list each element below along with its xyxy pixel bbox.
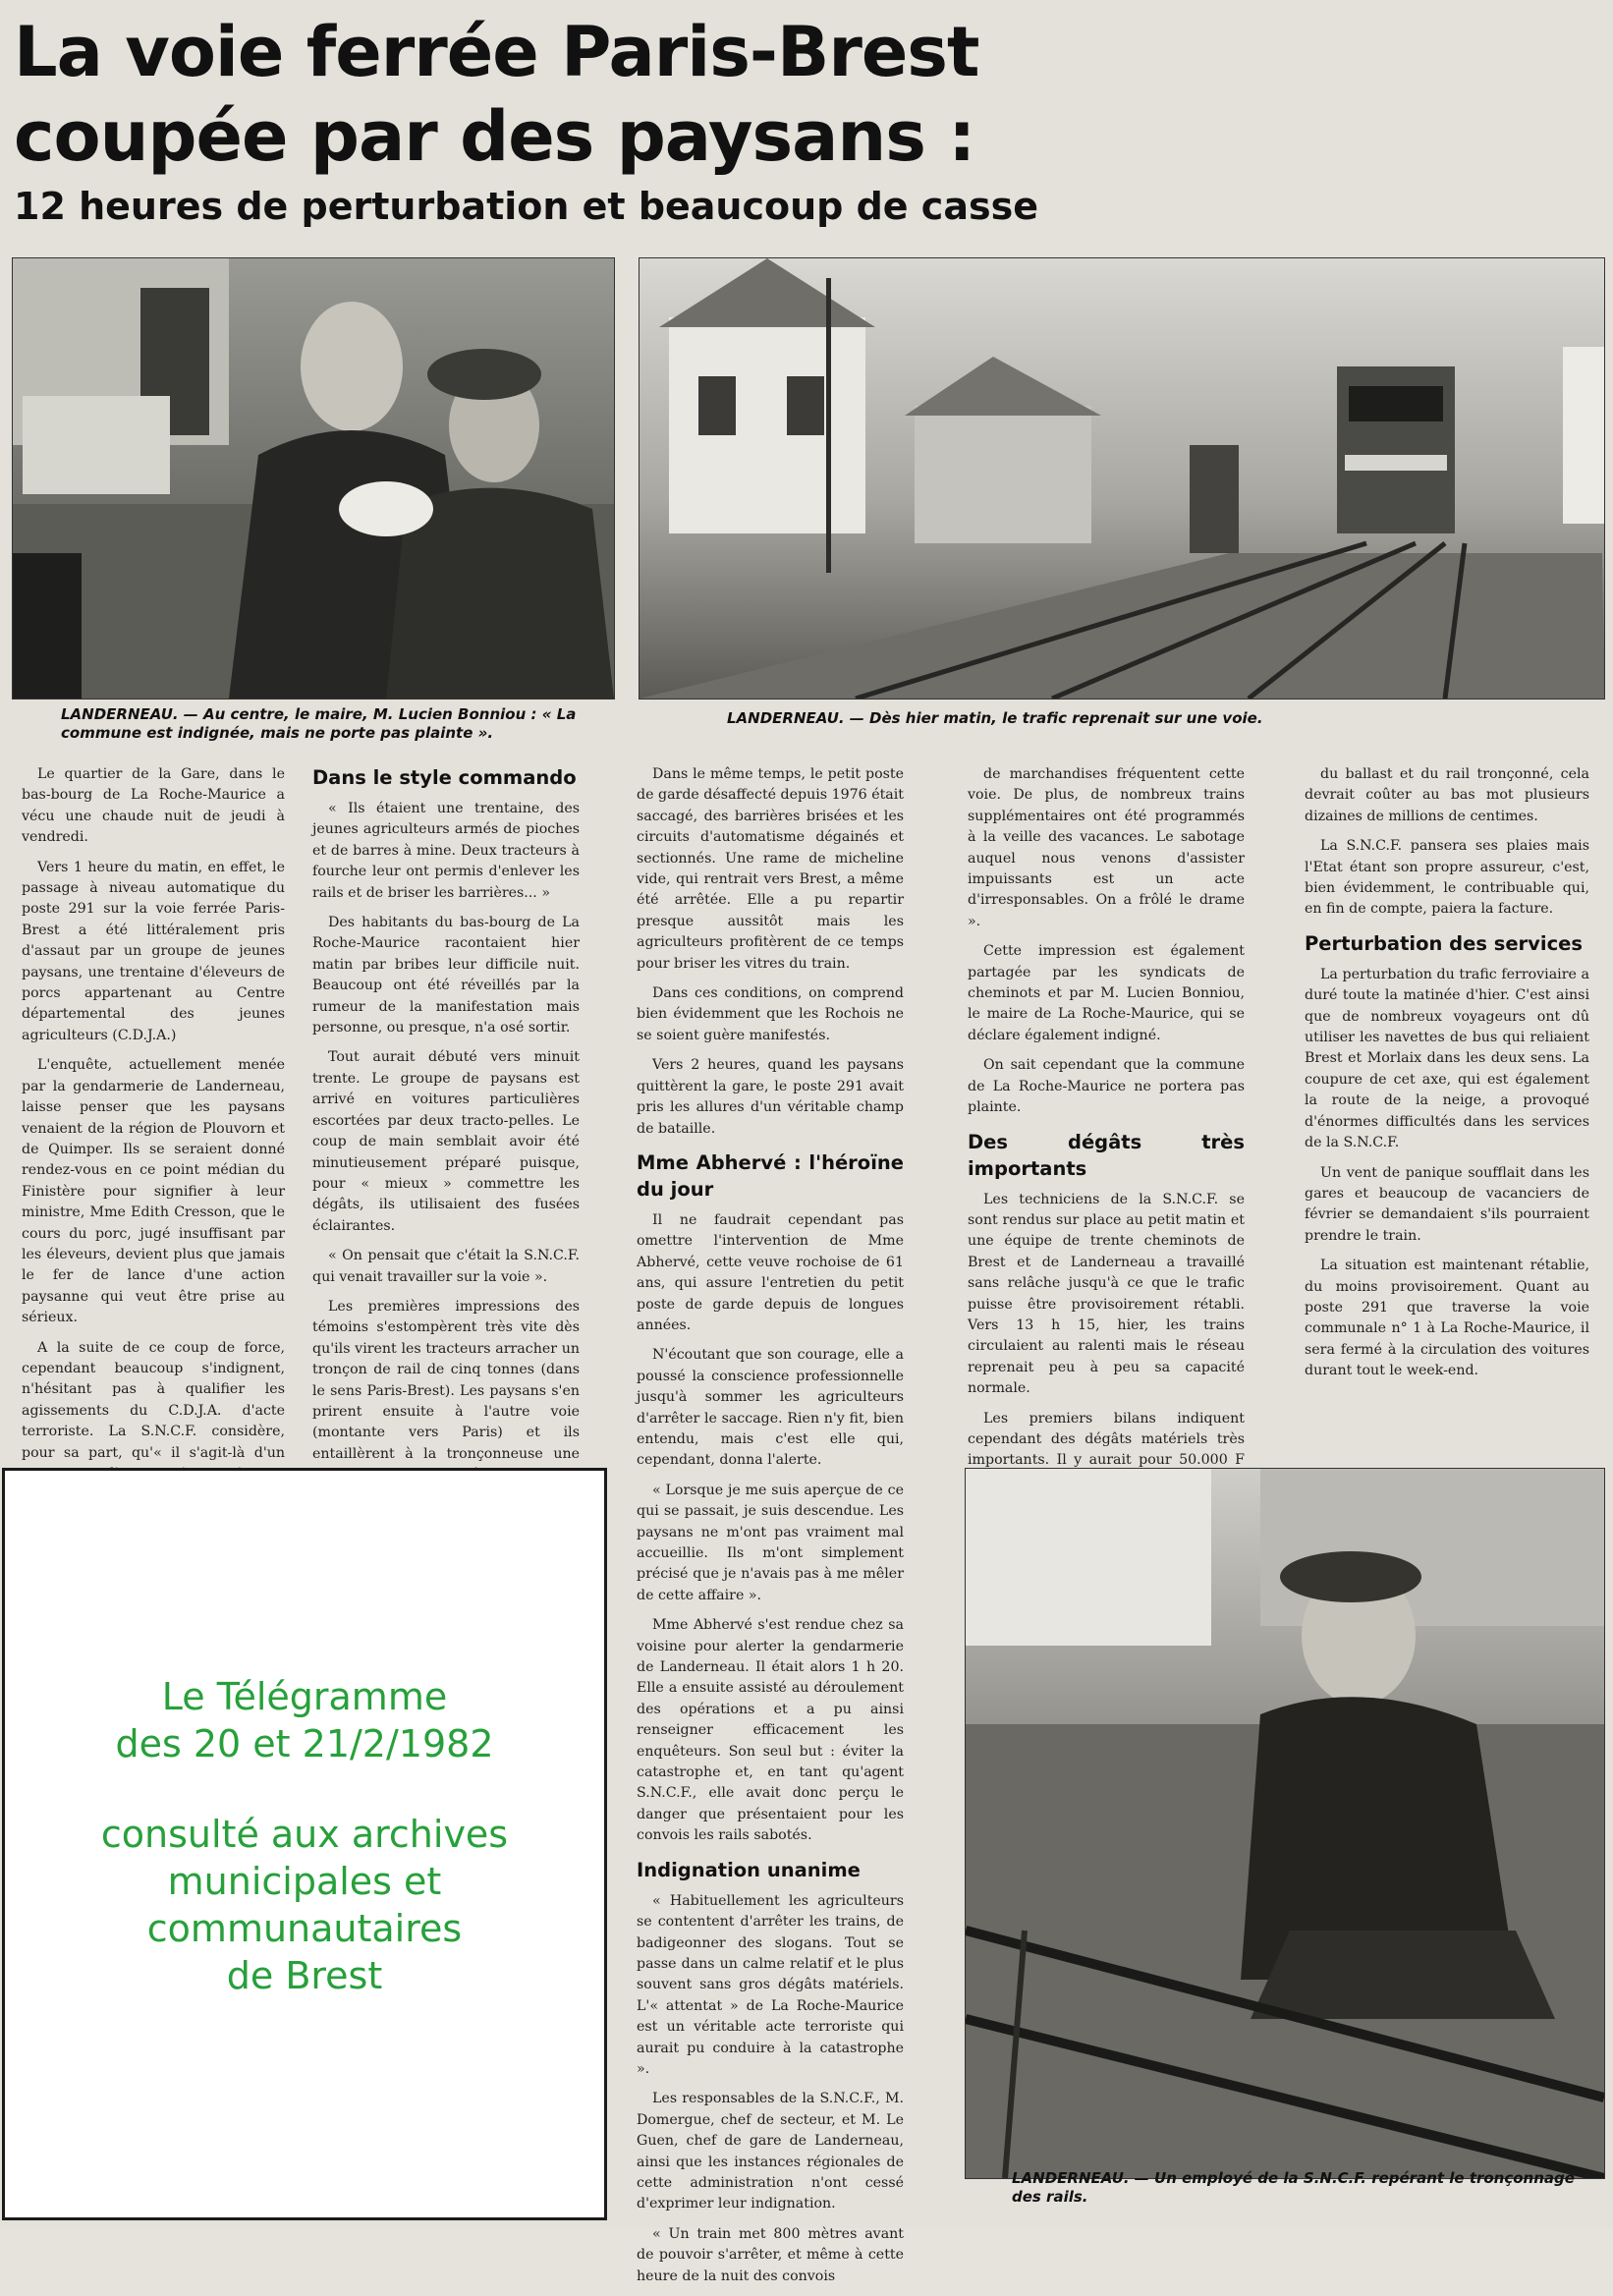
headline-subtitle: 12 heures de perturbation et beaucoup de casse [14, 185, 1038, 228]
caption-photo-worker: LANDERNEAU. — Un employé de la S.N.C.F. repérant le tronçonnage des rails. [1012, 2169, 1575, 2206]
article-column-1 [22, 764, 285, 1515]
photo-mayor [12, 257, 615, 700]
paragraph: « Ils étaient une trentaine, des jeunes agriculteurs armés de pioches et de barres à mine. Deux tracteurs à fourche leur ont permis d'enlever les rails et de briser les barrières... » [312, 801, 580, 901]
paragraph: Dans ces conditions, on comprend bien évidemment que les Rochois ne se soient guère manifestés. [637, 985, 904, 1043]
paragraph: N'écoutant que son courage, elle a poussé la conscience professionnelle jusqu'à sommer les agriculteurs d'arrêter le saccage. Rien n'y fit, bien entendu, mais c'est elle qui, cependant, donna l'alerte. [637, 1347, 904, 1469]
archive-stamp [2, 1468, 607, 2220]
paragraph: Les responsables de la S.N.C.F., M. Domergue, chef de secteur, et M. Le Guen, chef de gare de Landerneau, ainsi que les instances régionales de cette administration n'ont cessé d'exprimer leur indignation. [637, 2091, 904, 2212]
paragraph: Les premiers bilans indiquent cependant des dégâts matériels très importants. Il y aurait pour 50.000 F [968, 1410, 1245, 1469]
paragraph: Dans le même temps, le petit poste de garde désaffecté depuis 1976 était saccagé, des barrières brisées et les circuits d'automatisme dégainés et sectionnés. Une rame de micheline vide, qui rentrait vers Brest, a même été arrêtée. Elle a pu repartir presque aussitôt mais les agriculteurs profitèrent de ce temps pour briser les vitres du train. [637, 766, 904, 972]
article-column-2 [312, 764, 580, 1516]
section-heading: Des dégâts très importants [968, 1130, 1245, 1180]
stamp-line-3: consulté aux archives [100, 1813, 509, 1856]
article-column-4 [968, 764, 1245, 1523]
section-heading: Perturbation des services [1305, 931, 1583, 955]
paragraph: Vers 1 heure du matin, en effet, le passage à niveau automatique du poste 291 sur la voie ferrée Paris-Brest a été littéralement pris d'assaut par un groupe de jeunes paysans, une trentaine d'éleveurs de porcs appartenant au Centre départemental des jeunes agriculteurs (C.D.J.A.) [22, 859, 285, 1043]
paragraph: du ballast et du rail tronçonné, cela devrait coûter au bas mot plusieurs dizaines de millions de centimes. [1305, 766, 1589, 824]
paragraph: de marchandises fréquentent cette voie. De plus, de nombreux trains supplémentaires ont été programmés à la veille des vacances. Le sabotage auquel nous venons d'assister impuissants est un acte d'irresponsables. On a frôlé le drame ». [968, 766, 1245, 929]
paragraph: La S.N.C.F. pansera ses plaies mais l'Etat étant son propre assureur, c'est, bien évidemment, le contribuable qui, en fin de compte, paiera la facture. [1305, 838, 1589, 918]
paragraph: « Un train met 800 mètres avant de pouvoir s'arrêter, et même à cette heure de la nuit des convois [637, 2225, 904, 2284]
section-heading: Mme Abhervé : l'héroïne du jour [637, 1150, 904, 1201]
article-column-3 [637, 764, 904, 2296]
paragraph: Cette impression est également partagée par les syndicats de cheminots et par M. Lucien Bonniou, le maire de La Roche-Maurice, qui se déclare également indigné. [968, 943, 1245, 1043]
paragraph: L'enquête, actuellement menée par la gendarmerie de Landerneau, laisse penser que les paysans venaient de la région de Plouvorn et de Quimper. Ils se seraient donné rendez-vous en ce point médian du Finistère pour signifier à leur ministre, Mme Edith Cresson, que le cours du porc, jugé insuffisant par les éleveurs, devient plus que jamais le fer de lance d'une action paysanne qui veut être prise au sérieux. [22, 1057, 285, 1326]
stamp-line-4: municipales et [167, 1860, 442, 1903]
paragraph: Les techniciens de la S.N.C.F. se sont rendus sur place au petit matin et une équipe de trente cheminots de Brest et de Landerneau a travaillé sans relâche jusqu'à ce que le trafic puisse être provisoirement rétabli. Vers 13 h 15, hier, les trains circulaient au ralenti mais le réseau reprenait peu à peu sa capacité normale. [968, 1191, 1245, 1397]
stamp-line-6: de Brest [226, 1954, 383, 1997]
stamp-line-2: des 20 et 21/2/1982 [115, 1722, 494, 1765]
paragraph: La perturbation du trafic ferroviaire a duré toute la matinée d'hier. C'est ainsi que de nombreux voyageurs ont dû utiliser les navettes de bus qui reliaient Brest et Morlaix dans les deux sens. La coupure de cet axe, qui est également la route de la neige, a provoqué d'énormes difficultés dans les services de la S.N.C.F. [1305, 966, 1589, 1151]
paragraph: Le quartier de la Gare, dans le bas-bourg de La Roche-Maurice a vécu une chaude nuit de jeudi à vendredi. [22, 766, 285, 846]
stamp-line-1: Le Télégramme [161, 1675, 448, 1718]
stamp-line-5: communautaires [146, 1907, 463, 1950]
photo-train [639, 257, 1605, 700]
paragraph: La situation est maintenant rétablie, du moins provisoirement. Quant au poste 291 que traverse la voie communale n° 1 à La Roche-Maurice, il sera fermé à la circulation des voitures durant tout le week-end. [1305, 1258, 1589, 1379]
section-heading: Indignation unanime [637, 1858, 861, 1881]
caption-photo-mayor: LANDERNEAU. — Au centre, le maire, M. Lucien Bonniou : « La commune est indignée, mais ne porte pas plainte ». [61, 705, 577, 742]
paragraph: Mme Abhervé s'est rendue chez sa voisine pour alerter la gendarmerie de Landerneau. Il était alors 1 h 20. Elle a ensuite assisté au déroulement des opérations et a pu ainsi renseigner efficacement les enquêteurs. Son seul but : éviter la catastrophe et, en tant qu'agent S.N.C.F., elle avait donc perçu le danger que présentaient pour les convois les rails sabotés. [637, 1617, 904, 1844]
caption-photo-train: LANDERNEAU. — Dès hier matin, le trafic reprenait sur une voie. [727, 709, 1263, 727]
paragraph: Les premières impressions des témoins s'estompèrent très vite dès qu'ils virent les tracteurs arracher un tronçon de rail de cinq tonnes (dans le sens Paris-Brest). Les paysans s'en prirent ensuite à l'autre voie (montante vers Paris) et ils entaillèrent à la tronçonneuse une [312, 1298, 580, 1462]
paragraph: Vers 2 heures, quand les paysans quittèrent la gare, le poste 291 avait pris les allures d'un véritable champ de bataille. [637, 1057, 904, 1137]
paragraph: A la suite de ce coup de force, cependant beaucoup s'indignent, n'hésitant pas à qualifier les agissements du C.D.J.A. d'acte terroriste. La S.N.C.F. considère, pour sa part, qu'« il s'agit-là d'un [22, 1339, 285, 1461]
headline-line-1: La voie ferrée Paris-Brest [14, 12, 979, 92]
paragraph: « On pensait que c'était la S.N.C.F. qui venait travailler sur la voie ». [312, 1248, 580, 1285]
paragraph: Un vent de panique soufflait dans les gares et beaucoup de vacanciers de février se demandaient s'ils pourraient prendre le train. [1305, 1164, 1589, 1244]
headline-line-2: coupée par des paysans : [14, 96, 975, 177]
paragraph: « Habituellement les agriculteurs se contentent d'arrêter les trains, de badigeonner des slogans. Tout se passe dans un calme relatif et le plus souvent sans gros dégâts matériels. L'« attentat » de La Roche-Maurice est un véritable acte terroriste qui aurait pu conduire à la catastrophe ». [637, 1892, 904, 2077]
paragraph: « Lorsque je me suis aperçue de ce qui se passait, je suis descendue. Les paysans ne m'ont pas vraiment mal accueillie. Ils m'ont simplement précisé que je n'avais pas à me mêler de cette affaire ». [637, 1482, 904, 1603]
section-heading: Dans le style commando [312, 766, 577, 789]
paragraph: Il ne faudrait cependant pas omettre l'intervention de Mme Abhervé, cette veuve rochoise de 61 ans, qui assure l'entretien du petit poste de garde depuis de longues années. [637, 1211, 904, 1333]
paragraph: Tout aurait débuté vers minuit trente. Le groupe de paysans est arrivé en voitures particulières escortées par deux tracto-pelles. Le coup de main semblait avoir été minutieusement préparé puisque, pour « mieux » commettre les dégâts, ils utilisaient des fusées éclairantes. [312, 1049, 580, 1234]
article-column-5 [1305, 764, 1589, 1391]
paragraph: On sait cependant que la commune de La Roche-Maurice ne portera pas plainte. [968, 1057, 1245, 1116]
photo-rail-worker [965, 1468, 1605, 2179]
paragraph: Des habitants du bas-bourg de La Roche-Maurice racontaient hier matin par bribes leur difficile nuit. Beaucoup ont été réveillés par la rumeur de la manifestation mais personne, ou presque, n'a osé sortir. [312, 915, 580, 1036]
